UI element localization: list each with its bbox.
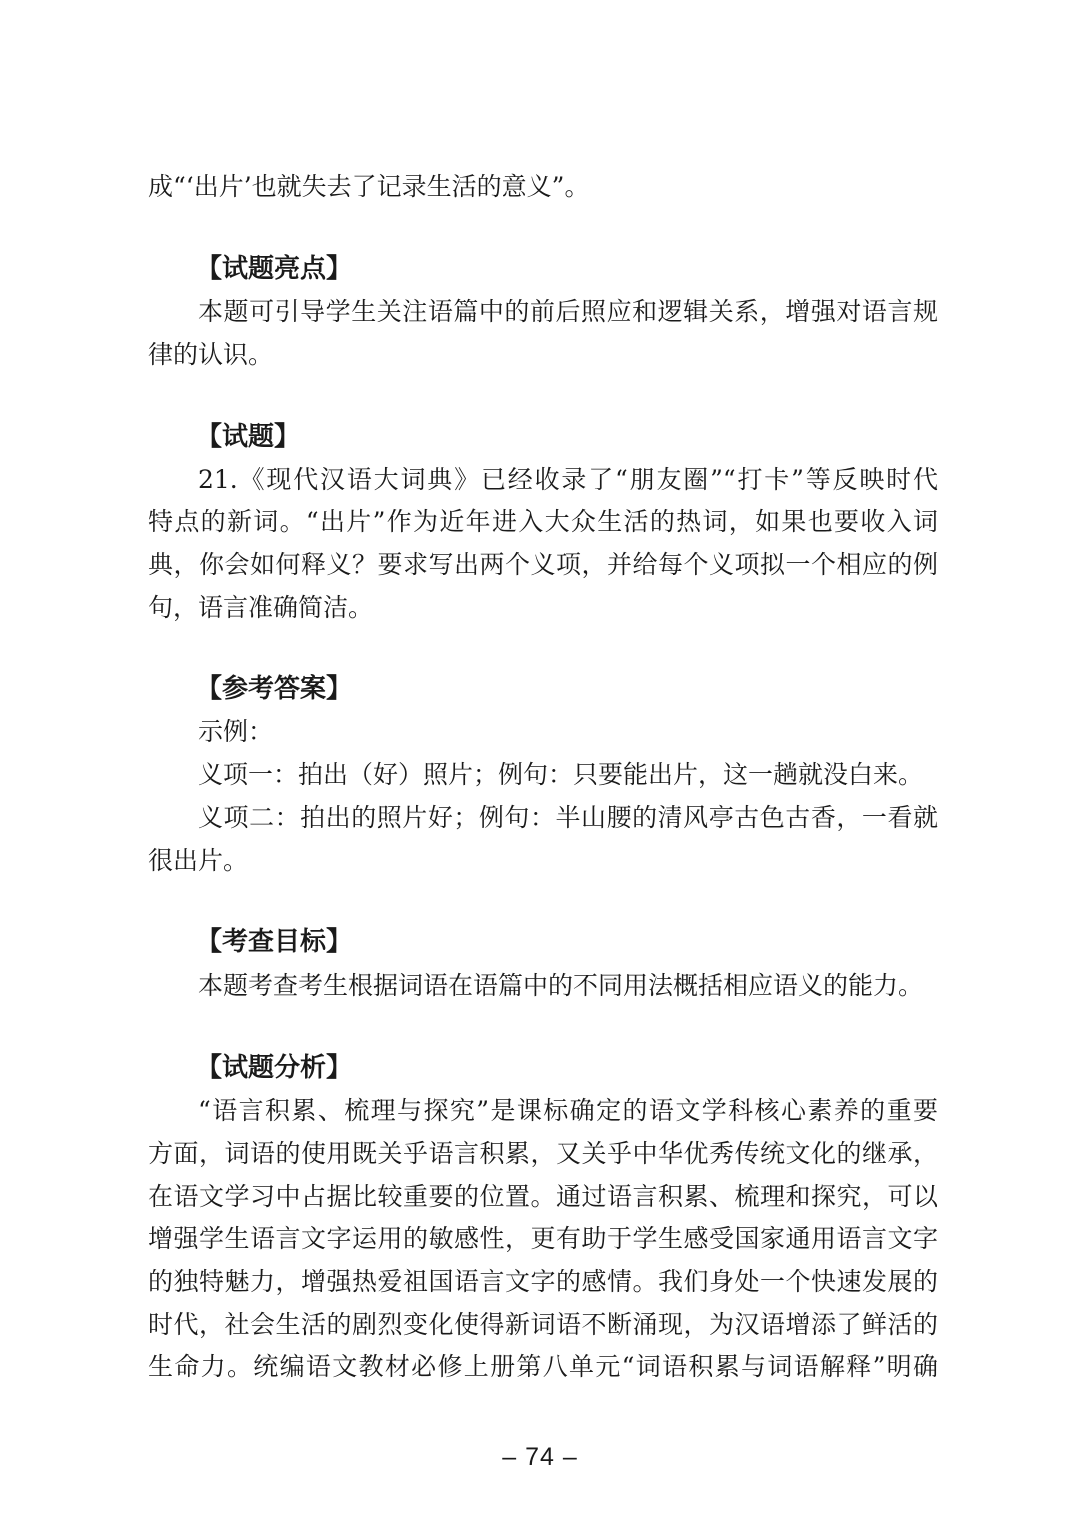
- section-heading-question: 【试题】: [196, 422, 301, 452]
- paragraph-line: 义项二：拍出的照片好；例句：半山腰的清风亭古色古香，一看就: [198, 803, 938, 832]
- paragraph-line: 律的认识。: [148, 340, 274, 369]
- paragraph-line: 时代，社会生活的剧烈变化使得新词语不断涌现，为汉语增添了鲜活的: [148, 1310, 938, 1339]
- section-heading-highlight: 【试题亮点】: [196, 254, 353, 284]
- paragraph-line: 增强学生语言文字运用的敏感性，更有助于学生感受国家通用语言文字: [148, 1224, 938, 1253]
- continuation-line: 成“‘出片’也就失去了记录生活的意义”。: [148, 172, 590, 201]
- paragraph-line: 句，语言准确简洁。: [148, 593, 374, 622]
- paragraph-line: 21.《现代汉语大词典》已经收录了“朋友圈”“打卡”等反映时代: [198, 465, 938, 494]
- paragraph-line: 本题可引导学生关注语篇中的前后照应和逻辑关系，增强对语言规: [198, 297, 938, 326]
- paragraph-line: 特点的新词。“出片”作为近年进入大众生活的热词，如果也要收入词: [148, 507, 938, 536]
- paragraph-line: 示例：: [198, 717, 274, 746]
- paragraph-line: “语言积累、梳理与探究”是课标确定的语文学科核心素养的重要: [198, 1096, 938, 1125]
- section-heading-answer: 【参考答案】: [196, 674, 353, 704]
- page-number: – 74 –: [502, 1443, 578, 1471]
- paragraph-line: 生命力。统编语文教材必修上册第八单元“词语积累与词语解释”明确: [148, 1352, 938, 1381]
- paragraph-line: 的独特魅力，增强热爱祖国语言文字的感情。我们身处一个快速发展的: [148, 1267, 938, 1296]
- paragraph-line: 典，你会如何释义？要求写出两个义项，并给每个义项拟一个相应的例: [148, 550, 938, 579]
- paragraph-line: 很出片。: [148, 846, 249, 875]
- section-heading-analysis: 【试题分析】: [196, 1053, 353, 1083]
- paragraph-line: 义项一：拍出（好）照片；例句：只要能出片，这一趟就没白来。: [198, 760, 924, 789]
- paragraph-line: 本题考查考生根据词语在语篇中的不同用法概括相应语义的能力。: [198, 971, 924, 1000]
- paragraph-line: 在语文学习中占据比较重要的位置。通过语言积累、梳理和探究，可以: [148, 1182, 938, 1211]
- section-heading-objective: 【考查目标】: [196, 927, 353, 957]
- paragraph-line: 方面，词语的使用既关乎语言积累，又关乎中华优秀传统文化的继承，: [148, 1139, 938, 1168]
